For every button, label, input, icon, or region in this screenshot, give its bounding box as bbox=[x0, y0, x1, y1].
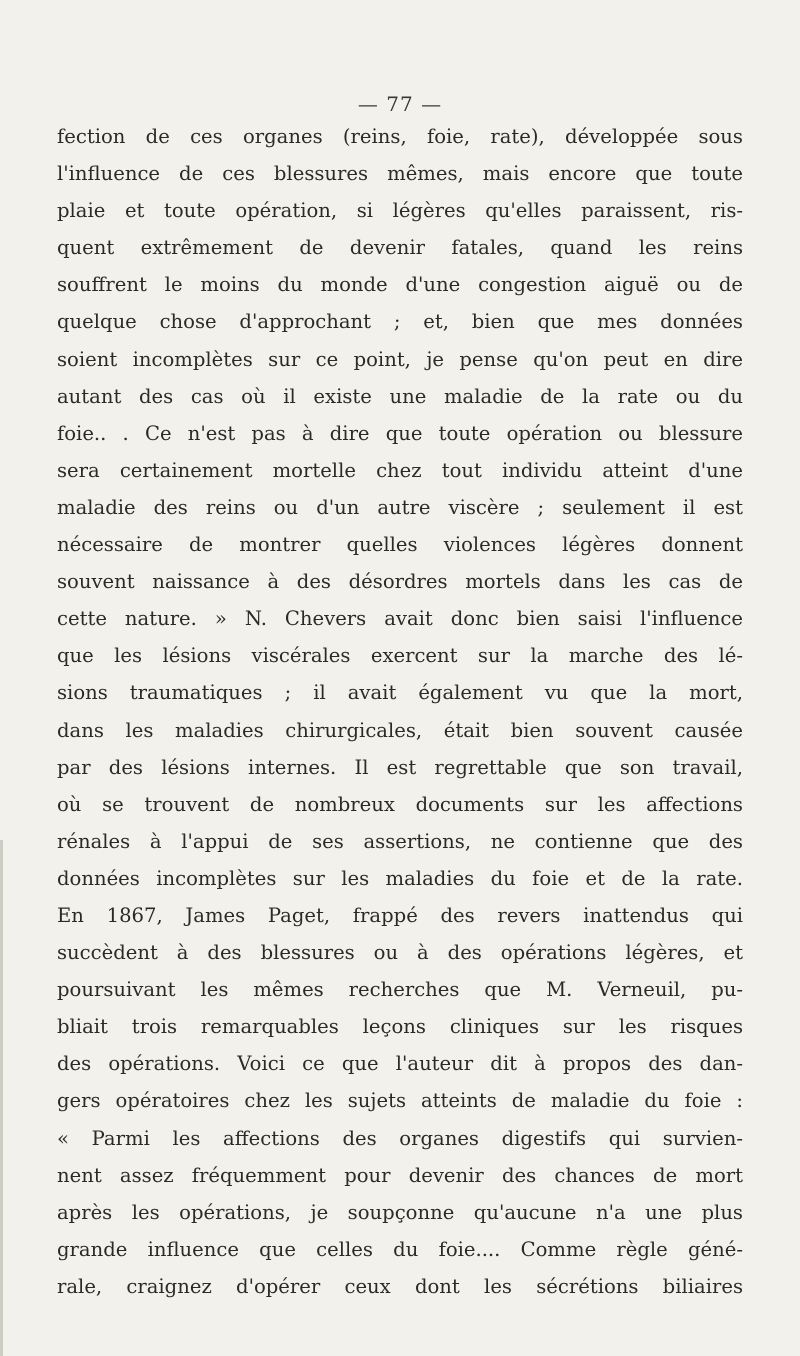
body-text bbox=[57, 118, 743, 1305]
text-line: souvent naissance à des désordres mortels dans les cas de bbox=[57, 570, 743, 594]
page-number: — 77 — bbox=[357, 92, 443, 116]
text-line: grande influence que celles du foie.... Comme règle géné- bbox=[57, 1237, 743, 1261]
text-line: « Parmi les affections des organes digestifs qui survien- bbox=[57, 1126, 743, 1150]
text-line: bliait trois remarquables leçons cliniques sur les risques bbox=[57, 1015, 743, 1039]
text-line: sions traumatiques ; il avait également vu que la mort, bbox=[57, 681, 743, 705]
text-line: nent assez fréquemment pour devenir des chances de mort bbox=[57, 1163, 743, 1187]
text-line: sera certainement mortelle chez tout individu atteint d'une bbox=[57, 458, 743, 482]
text-line: rénales à l'appui de ses assertions, ne contienne que des bbox=[57, 829, 743, 853]
text-line: nécessaire de montrer quelles violences légères donnent bbox=[57, 533, 743, 557]
text-line: gers opératoires chez les sujets atteints de maladie du foie : bbox=[57, 1089, 743, 1113]
page-edge-shadow bbox=[0, 840, 3, 1356]
text-line: plaie et toute opération, si légères qu'elles paraissent, ris- bbox=[57, 199, 743, 223]
text-line: poursuivant les mêmes recherches que M. Verneuil, pu- bbox=[57, 978, 743, 1002]
text-line: maladie des reins ou d'un autre viscère ; seulement il est bbox=[57, 495, 743, 519]
text-line: où se trouvent de nombreux documents sur les affections bbox=[57, 792, 743, 816]
text-line: après les opérations, je soupçonne qu'aucune n'a une plus bbox=[57, 1200, 743, 1224]
text-line: succèdent à des blessures ou à des opérations légères, et bbox=[57, 941, 743, 965]
text-line: rale, craignez d'opérer ceux dont les sécrétions biliaires bbox=[57, 1274, 743, 1298]
text-line: souffrent le moins du monde d'une congestion aiguë ou de bbox=[57, 273, 743, 297]
text-line: foie.. . Ce n'est pas à dire que toute opération ou blessure bbox=[57, 421, 743, 445]
text-line: dans les maladies chirurgicales, était bien souvent causée bbox=[57, 718, 743, 742]
text-line: cette nature. » N. Chevers avait donc bien saisi l'influence bbox=[57, 607, 743, 631]
text-line: autant des cas où il existe une maladie de la rate ou du bbox=[57, 384, 743, 408]
text-line: l'influence de ces blessures mêmes, mais encore que toute bbox=[57, 162, 743, 186]
text-line: des opérations. Voici ce que l'auteur dit à propos des dan- bbox=[57, 1052, 743, 1076]
text-line: soient incomplètes sur ce point, je pense qu'on peut en dire bbox=[57, 347, 743, 371]
text-line: fection de ces organes (reins, foie, rate), développée sous bbox=[57, 125, 743, 148]
text-line: quelque chose d'approchant ; et, bien que mes données bbox=[57, 310, 743, 334]
text-line: En 1867, James Paget, frappé des revers inattendus qui bbox=[57, 903, 743, 927]
text-line: que les lésions viscérales exercent sur la marche des lé- bbox=[57, 644, 743, 668]
text-line: données incomplètes sur les maladies du foie et de la rate. bbox=[57, 866, 743, 890]
text-line: par des lésions internes. Il est regrettable que son travail, bbox=[57, 755, 743, 779]
text-line: quent extrêmement de devenir fatales, quand les reins bbox=[57, 236, 743, 260]
